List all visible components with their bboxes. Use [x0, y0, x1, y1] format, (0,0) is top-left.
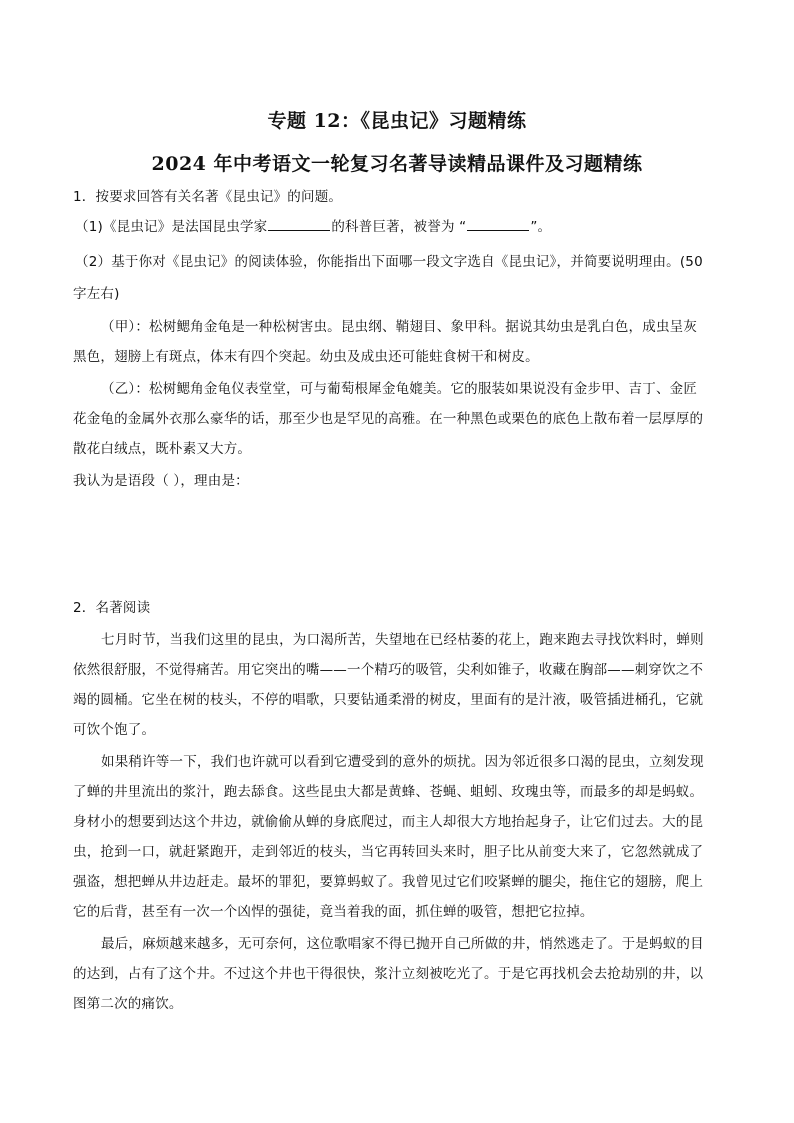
- reading-passage-line: 强盗，想把蝉从井边赶走。最坏的罪犯，要算蚂蚁了。我曾见过它们咬紧蝉的腿尖，拖住它的翅膀，爬上: [73, 874, 704, 890]
- question-1-heading: 1．按要求回答有关名著《昆虫记》的问题。: [73, 189, 343, 205]
- reading-passage-line: 最后，麻烦越来越多，无可奈何，这位歌唱家不得已抛开自己所做的井，悄然逃走了。于是蚂蚁的目: [101, 936, 704, 952]
- passage-jia-line: （甲）：松树鳃角金龟是一种松树害虫。昆虫纲、鞘翅目、象甲科。据说其幼虫是乳白色，成虫呈灰: [101, 319, 698, 335]
- answer-blank-title[interactable]: [467, 217, 529, 231]
- question-1-sub-2-line-a: （2）基于你对《昆虫记》的阅读体验，你能指出下面哪一段文字选自《昆虫记》，并简要说明理由。(50: [75, 254, 703, 270]
- reading-passage-line: 了蝉的井里流出的浆汁，跑去舔食。这些昆虫大都是黄蜂、苍蝇、蛆蚓、玫瑰虫等，而最多的却是蚂蚁。: [73, 784, 704, 800]
- document-title: 专题 12：《昆虫记》习题精练: [267, 110, 527, 132]
- reading-passage-line: 它的后背，甚至有一次一个凶悍的强徒，竟当着我的面，抓住蝉的吸管，想把它拉掉。: [73, 904, 594, 920]
- answer-blank-author[interactable]: [268, 217, 330, 231]
- reading-passage-line: 图第二次的痛饮。: [73, 996, 183, 1012]
- reading-passage-line: 如果稍许等一下，我们也许就可以看到它遭受到的意外的烦扰。因为邻近很多口渴的昆虫，立刻发现: [101, 754, 704, 770]
- reading-passage-line: 身材小的想要到达这个井边，就偷偷从蝉的身底爬过，而主人却很大方地抬起身子，让它们过去。大的昆: [73, 814, 704, 830]
- question-1-sub-1: [75, 215, 551, 235]
- reading-passage-line: 虫，抢到一口，就赶紧跑开，走到邻近的枝头，当它再转回头来时，胆子比从前变大来了，它忽然就成了: [73, 844, 704, 860]
- reading-passage-line: 七月时节，当我们这里的昆虫，为口渴所苦，失望地在已经枯萎的花上，跑来跑去寻找饮料时，蝉则: [101, 632, 704, 648]
- passage-yi-line: 散花白绒点，既朴素又大方。: [73, 441, 252, 457]
- sub-1-text-middle: 的科普巨著，被誉为 “: [331, 219, 467, 235]
- reading-passage-line: 竭的圆桶。它坐在树的枝头，不停的唱歌，只要钻通柔滑的树皮，里面有的是汁液，吸管插进桶孔，它就: [73, 692, 704, 708]
- passage-jia-line: 黑色，翅膀上有斑点，体末有四个突起。幼虫及成虫还可能蛀食树干和树皮。: [73, 349, 539, 365]
- question-1-sub-2-line-b: 字左右): [73, 286, 120, 302]
- document-subtitle: 2024 年中考语文一轮复习名著导读精品课件及习题精练: [151, 153, 643, 175]
- sub-1-text-after: ”。: [530, 219, 552, 235]
- passage-yi-line: 花金龟的金属外衣那么豪华的话，那至少也是罕见的高雅。在一种黑色或栗色的底色上散布着一层厚厚的: [73, 411, 704, 427]
- question-2-heading: 2．名著阅读: [73, 600, 151, 616]
- reading-passage-line: 可饮个饱了。: [73, 722, 156, 738]
- sub-1-text-before: （1)《昆虫记》是法国昆虫学家: [75, 219, 268, 235]
- reading-passage-line: 依然很舒服，不觉得痛苦。用它突出的嘴——一个精巧的吸管，尖利如锥子，收藏在胸部——刺穿饮之不: [73, 662, 704, 678]
- answer-prompt: 我认为是语段（ ），理由是：: [73, 473, 249, 489]
- passage-yi-line: （乙）：松树鳃角金龟仪表堂堂，可与葡萄根犀金龟媲美。它的服装如果说没有金步甲、吉丁、金匠: [101, 381, 698, 397]
- reading-passage-line: 的达到，占有了这个井。不过这个井也干得很快，浆汁立刻被吃光了。于是它再找机会去抢劫别的井，以: [73, 966, 704, 982]
